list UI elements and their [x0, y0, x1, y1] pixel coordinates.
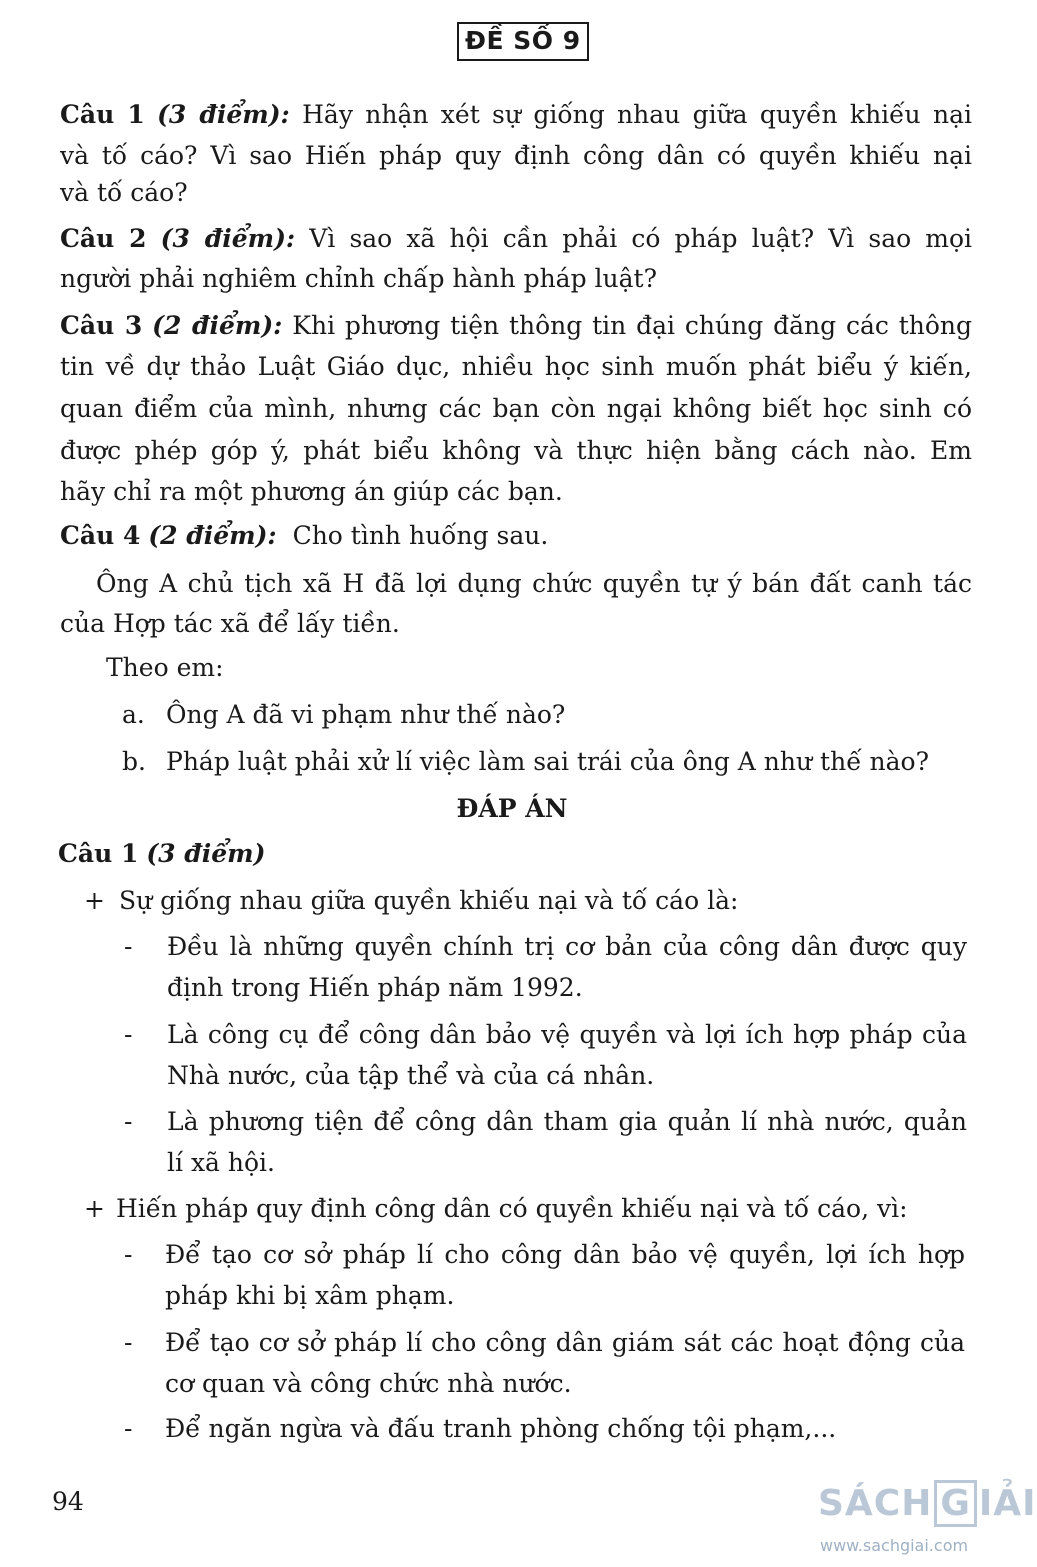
q3-label: Câu 3: [60, 311, 143, 340]
watermark-url: www.sachgiai.com: [820, 1536, 969, 1555]
a1-p1-b3-line-2: lí xã hội.: [167, 1148, 275, 1177]
q3-line-4: được phép góp ý, phát biểu không và thực hiện bằng cách nào. Em: [60, 436, 972, 465]
a1-p1-b3-line-1: Là phương tiện để công dân tham gia quản lí nhà nước, quản: [167, 1107, 967, 1136]
a1-p1-b3-dash: -: [124, 1107, 133, 1136]
q4-situation-2: của Hợp tác xã để lấy tiền.: [60, 609, 400, 638]
q4-a-text: Ông A đã vi phạm như thế nào?: [166, 700, 566, 729]
q2-line-1: [60, 224, 972, 254]
a1-p1-plus: +: [84, 886, 105, 915]
q2-text-1: Vì sao xã hội cần phải có pháp luật? Vì sao mọi: [309, 224, 973, 253]
a1-p2-b1-dash: -: [124, 1240, 133, 1269]
q3-line-3: quan điểm của mình, nhưng các bạn còn ngại không biết học sinh có: [60, 394, 972, 423]
a1-p2-plus: +: [84, 1194, 105, 1223]
q1-line-3: và tố cáo?: [60, 178, 188, 207]
watermark-brand-left: SÁCH: [818, 1483, 933, 1524]
q2-label: Câu 2: [60, 224, 147, 253]
a1-p1-b1-line-1: Đều là những quyền chính trị cơ bản của công dân được quy: [167, 932, 967, 961]
a1-p1-text: Sự giống nhau giữa quyền khiếu nại và tố cáo là:: [119, 886, 739, 915]
q1-points: (3 điểm):: [157, 100, 290, 129]
page-number: 94: [52, 1487, 84, 1516]
q1-label: Câu 1: [60, 100, 145, 129]
q1-line-2: và tố cáo? Vì sao Hiến pháp quy định công dân có quyền khiếu nại: [60, 141, 972, 170]
q2-points: (3 điểm):: [160, 224, 296, 253]
a1-p2-b2-dash: -: [124, 1328, 133, 1357]
a1-p2-b2-line-2: cơ quan và công chức nhà nước.: [165, 1369, 572, 1398]
q4-text-1: Cho tình huống sau.: [292, 521, 549, 550]
q3-line-2: tin về dự thảo Luật Giáo dục, nhiều học sinh muốn phát biểu ý kiến,: [60, 352, 972, 381]
answers-heading: ĐÁP ÁN: [456, 794, 568, 823]
a1-p2-b2-line-1: Để tạo cơ sở pháp lí cho công dân giám sát các hoạt động của: [165, 1328, 965, 1357]
q1-line-1: [60, 100, 972, 130]
q4-label: Câu 4: [60, 521, 141, 550]
a1-p1-b2-line-2: Nhà nước, của tập thể và của cá nhân.: [167, 1061, 655, 1090]
q3-line-1: [60, 311, 972, 341]
a1-heading: [58, 839, 970, 869]
q4-prompt: Theo em:: [106, 653, 224, 682]
a1-p2-b1-line-2: pháp khi bị xâm phạm.: [165, 1281, 455, 1310]
q4-line-1: [60, 521, 972, 551]
a1-label: Câu 1: [58, 839, 139, 868]
q3-points: (2 điểm):: [152, 311, 283, 340]
q4-b-text: Pháp luật phải xử lí việc làm sai trái của ông A như thế nào?: [166, 747, 929, 776]
a1-p2-b3-dash: -: [124, 1414, 133, 1443]
q2-line-2: người phải nghiêm chỉnh chấp hành pháp luật?: [60, 264, 657, 293]
a1-p1-b1-line-2: định trong Hiến pháp năm 1992.: [167, 973, 583, 1002]
a1-p1-b1-dash: -: [124, 932, 133, 961]
a1-p1-b2-line-1: Là công cụ để công dân bảo vệ quyền và lợi ích hợp pháp của: [167, 1020, 967, 1049]
watermark-brand-right: IẢI: [978, 1483, 1037, 1524]
q4-points: (2 điểm):: [148, 521, 277, 550]
watermark-logo: [818, 1470, 1037, 1560]
q4-a-marker: a.: [122, 700, 145, 729]
q3-text-1: Khi phương tiện thông tin đại chúng đăng các thông: [292, 311, 973, 340]
a1-p2-b1-line-1: Để tạo cơ sở pháp lí cho công dân bảo vệ quyền, lợi ích hợp: [165, 1240, 965, 1269]
a1-p2-text: Hiến pháp quy định công dân có quyền khiếu nại và tố cáo, vì:: [116, 1194, 908, 1223]
a1-points: (3 điểm): [146, 839, 266, 868]
q1-text-1: Hãy nhận xét sự giống nhau giữa quyền khiếu nại: [302, 100, 972, 129]
watermark-brand: [818, 1480, 1037, 1527]
exam-title: ĐỀ SỐ 9: [457, 22, 589, 61]
q3-line-5: hãy chỉ ra một phương án giúp các bạn.: [60, 477, 563, 506]
q4-b-marker: b.: [122, 747, 146, 776]
a1-p2-b3-line-1: Để ngăn ngừa và đấu tranh phòng chống tội phạm,...: [165, 1414, 837, 1443]
q4-situation-1: Ông A chủ tịch xã H đã lợi dụng chức quyền tự ý bán đất canh tác: [96, 569, 972, 598]
a1-p1-b2-dash: -: [124, 1020, 133, 1049]
watermark-brand-mark: G: [934, 1480, 977, 1527]
